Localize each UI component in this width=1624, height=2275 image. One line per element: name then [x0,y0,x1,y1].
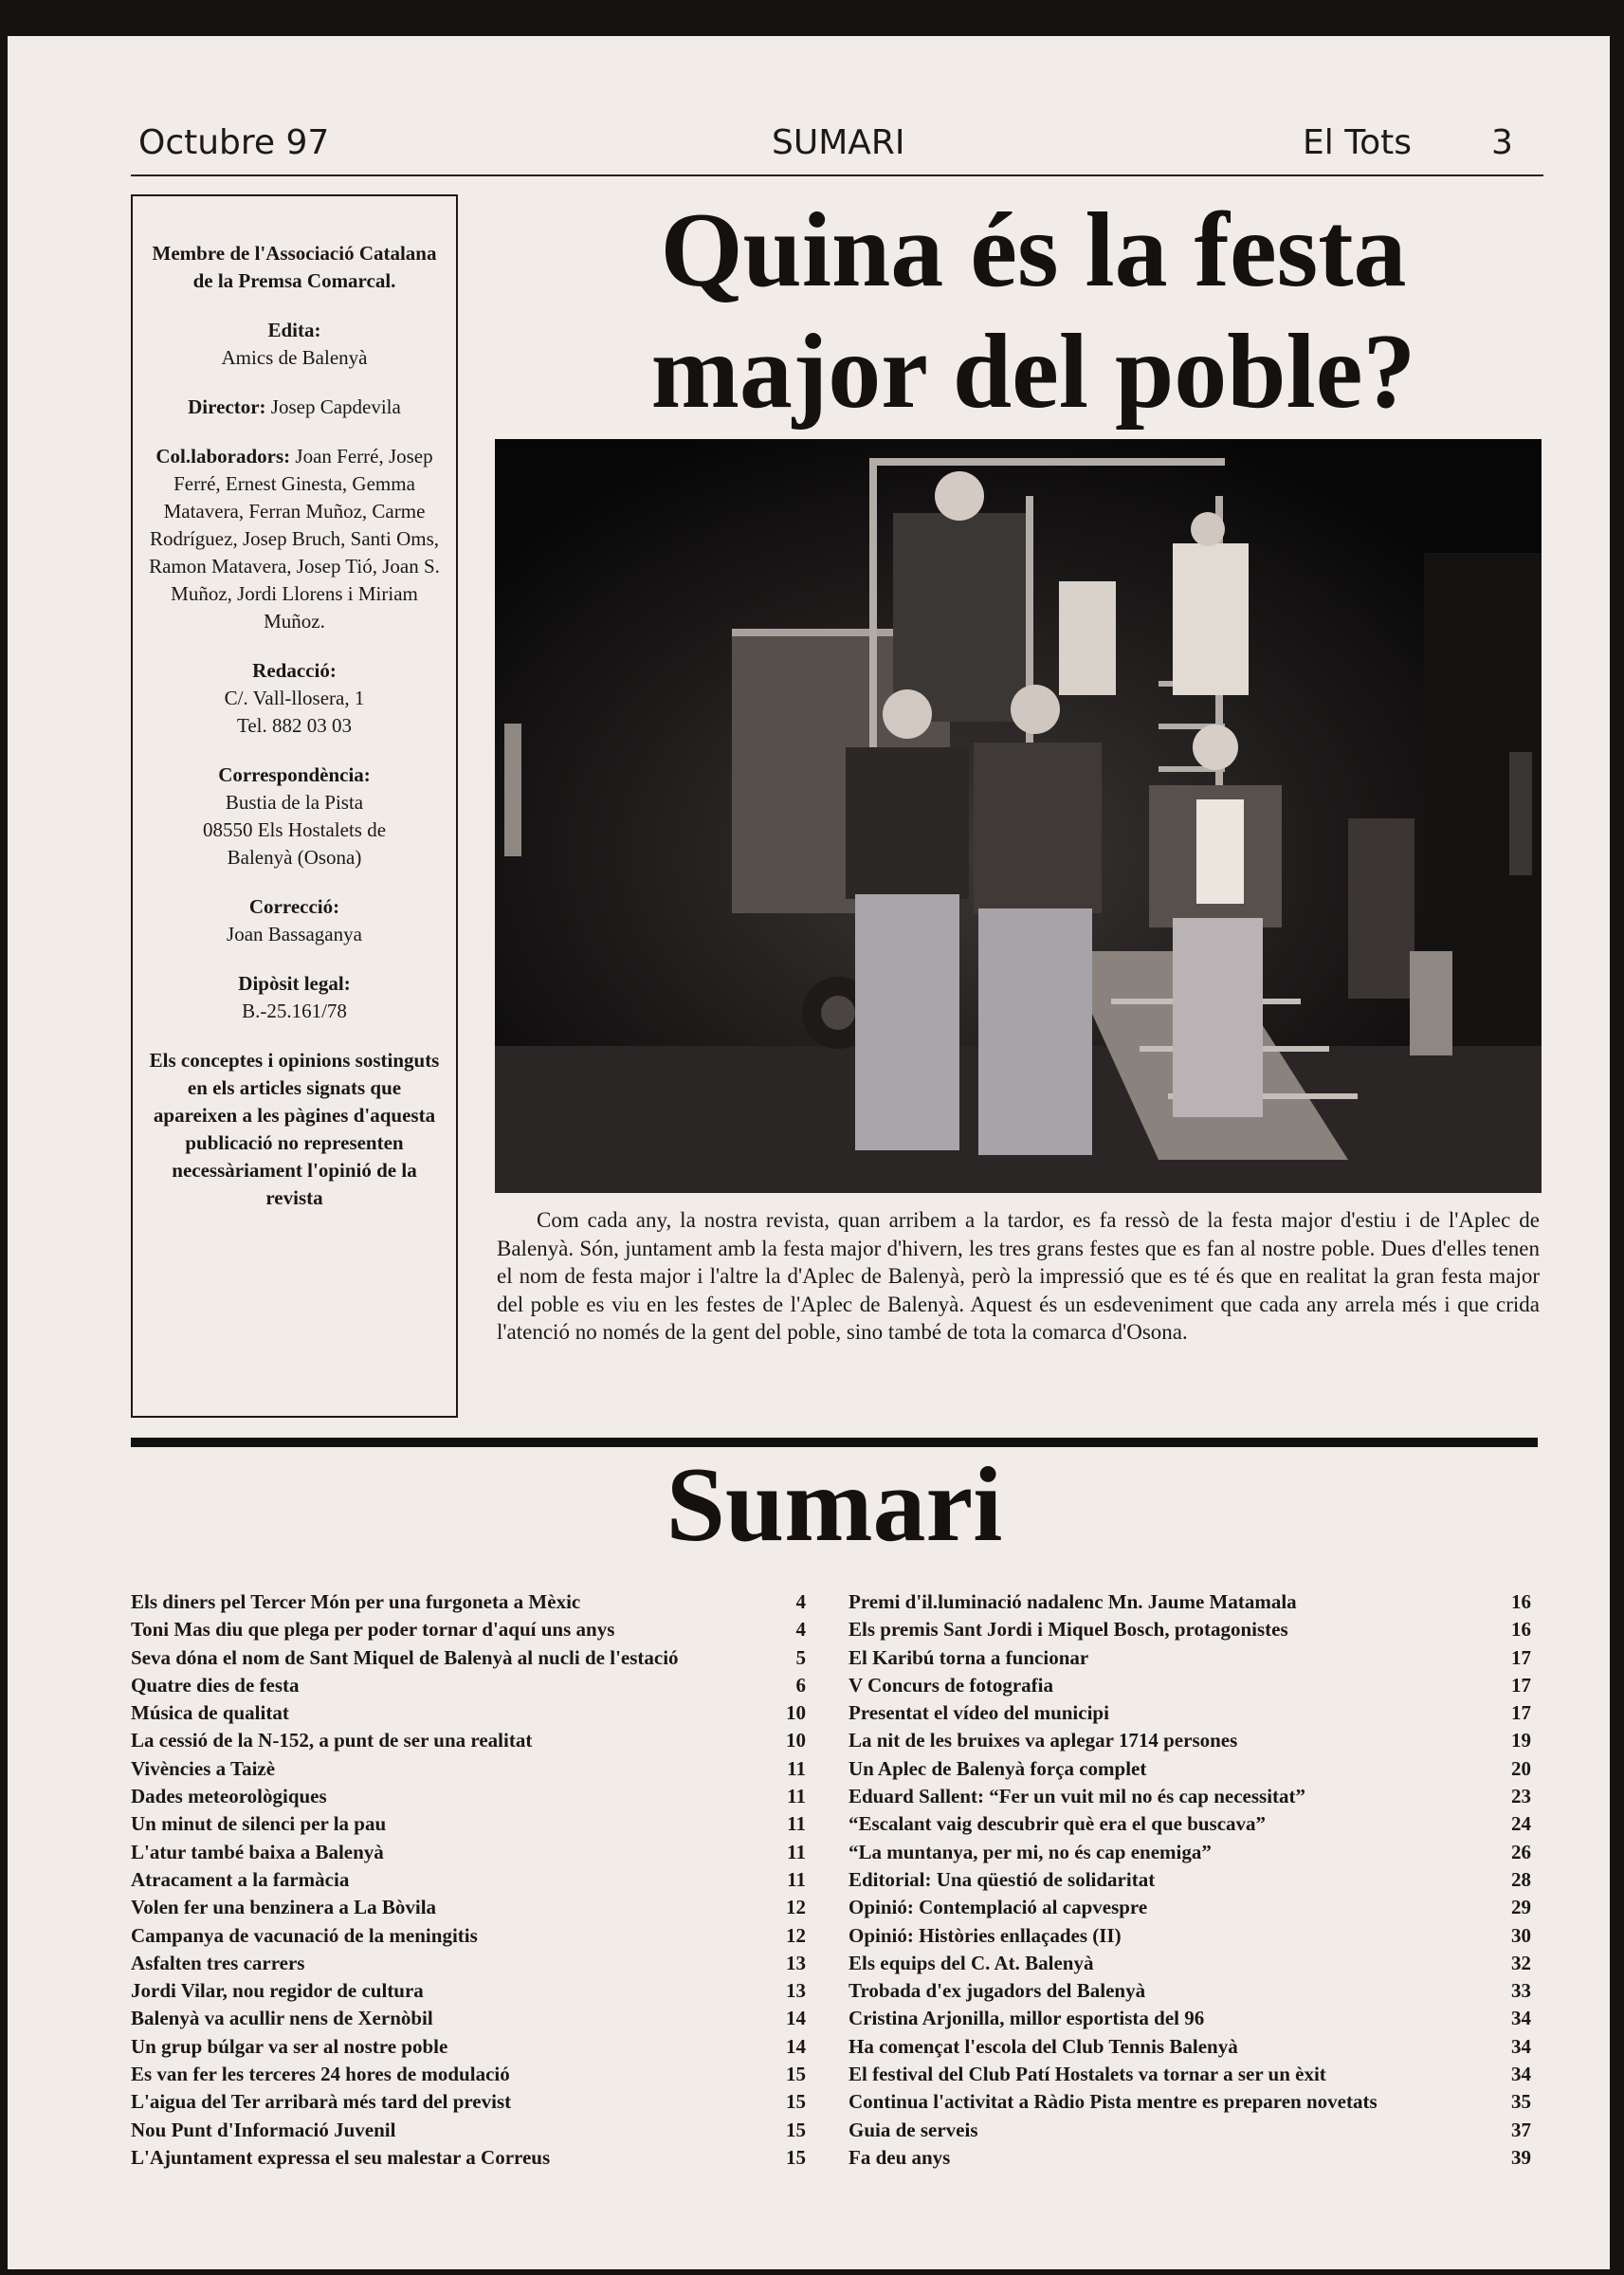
toc-entry-page: 17 [1511,1645,1531,1669]
toc-entry-title: El festival del Club Patí Hostalets va tornar a ser un èxit [848,2063,1326,2086]
toc-entry-title: Volen fer una benzinera a La Bòvila [131,1896,437,1919]
toc-entry-title: Asfalten tres carrers [131,1951,305,1974]
headline-line-2: major del poble? [650,313,1416,431]
redaccio-address: C/. Vall-llosera, 1 [224,687,365,709]
toc-entry-title: L'atur també baixa a Balenyà [131,1840,384,1863]
toc-entry [131,2117,806,2144]
toc-entry-page: 11 [787,1756,806,1780]
toc-entry-page: 13 [786,1951,806,1974]
toc-entry-page: 6 [795,1673,806,1697]
toc-entry [848,1866,1531,1894]
toc-entry-page: 29 [1511,1896,1531,1919]
toc-entry [131,1755,806,1783]
correccio-label: Correcció: [248,895,340,918]
toc-entry-page: 24 [1511,1812,1531,1836]
toc-entry [848,2144,1531,2172]
toc-entry-page: 19 [1511,1729,1531,1752]
article-headline [588,190,1479,432]
redaccio-label: Redacció: [252,659,337,682]
toc-entry [848,1616,1531,1643]
toc-entry-title: Els premis Sant Jordi i Miquel Bosch, protagonistes [848,1618,1288,1642]
toc-entry [131,1644,806,1672]
correspondencia-label: Correspondència: [218,763,371,786]
toc-entry [848,1894,1531,1921]
toc-entry-page: 33 [1511,1979,1531,2003]
toc-entry-page: 14 [786,2034,806,2058]
toc-entry-page: 34 [1511,2034,1531,2058]
correspondencia-line2: 08550 Els Hostalets de [202,818,387,841]
toc-entry-title: Es van fer les terceres 24 hores de modulació [131,2063,510,2086]
toc-entry-title: Toni Mas diu que plega per poder tornar d'aquí uns anys [131,1618,615,1642]
toc-entry-title: Nou Punt d'Informació Juvenil [131,2118,396,2141]
toc-entry [131,2005,806,2032]
disclaimer-text: Els conceptes i opinions sostinguts en els articles signats que apareixen a les pàgines d'aquesta publicació no representen necessàriament l'opinió de la revista [149,1049,440,1209]
toc-entry [131,1672,806,1699]
toc-entry [848,1644,1531,1672]
toc-entry [848,1699,1531,1727]
toc-entry-title: La cessió de la N-152, a punt de ser una realitat [131,1729,533,1752]
toc-entry-title: Un grup búlgar va ser al nostre poble [131,2034,448,2058]
toc-entry-title: Seva dóna el nom de Sant Miquel de Balenyà al nucli de l'estació [131,1645,679,1669]
toc-entry-page: 28 [1511,1867,1531,1891]
toc-entry-page: 4 [795,1590,806,1613]
toc-entry-title: Eduard Sallent: “Fer un vuit mil no és cap necessitat” [848,1785,1306,1808]
festival-truck-photo [495,439,1542,1193]
toc-entry-page: 11 [787,1867,806,1891]
toc-entry [848,2005,1531,2032]
toc-entry-page: 11 [787,1812,806,1836]
toc-entry-title: Fa deu anys [848,2145,951,2169]
toc-entry-title: Cristina Arjonilla, millor esportista del 96 [848,2007,1205,2030]
toc-entry-title: El Karibú torna a funcionar [848,1645,1089,1669]
toc-entry-page: 20 [1511,1756,1531,1780]
toc-entry [131,1588,806,1616]
toc-entry [848,1755,1531,1783]
redaccio-phone: Tel. 882 03 03 [236,714,353,737]
toc-entry [131,2088,806,2116]
toc-entry-page: 10 [786,1729,806,1752]
toc-entry-title: Vivències a Taizè [131,1756,276,1780]
toc-entry-title: Guia de serveis [848,2118,978,2141]
toc-entry [131,1810,806,1838]
toc-entry [848,1783,1531,1810]
toc-entry [131,1839,806,1866]
toc-left-column [131,1588,806,2172]
toc-entry-page: 4 [795,1618,806,1642]
toc-entry [848,1727,1531,1754]
toc-entry-title: Campanya de vacunació de la meningitis [131,1923,478,1947]
toc-entry-title: Opinió: Contemplació al capvespre [848,1896,1148,1919]
toc-entry [848,1588,1531,1616]
toc-entry-page: 12 [786,1896,806,1919]
toc-entry [131,2144,806,2172]
headline-line-1: Quina és la festa [660,192,1407,309]
toc-entry-title: Editorial: Una qüestió de solidaritat [848,1867,1156,1891]
toc-entry [131,1783,806,1810]
toc-entry [131,2061,806,2088]
toc-entry [848,2117,1531,2144]
toc-entry-page: 23 [1511,1785,1531,1808]
toc-entry [131,1922,806,1950]
toc-entry-page: 16 [1511,1590,1531,1613]
toc-entry-page: 26 [1511,1840,1531,1863]
toc-entry [848,1810,1531,1838]
toc-entry [848,2033,1531,2061]
toc-entry-title: La nit de les bruixes va aplegar 1714 persones [848,1729,1238,1752]
header-section: SUMARI [772,123,905,162]
toc-entry-title: Premi d'il.luminació nadalenc Mn. Jaume Matamala [848,1590,1297,1613]
toc-entry-title: Els diners pel Tercer Món per una furgoneta a Mèxic [131,1590,581,1613]
toc-entry [848,2088,1531,2116]
toc-entry-page: 10 [786,1701,806,1725]
toc-entry [131,1894,806,1921]
toc-entry-title: Quatre dies de festa [131,1673,300,1697]
toc-entry-title: Trobada d'ex jugadors del Balenyà [848,1979,1146,2003]
edita-value: Amics de Balenyà [221,346,368,369]
toc-entry-title: Dades meteorològiques [131,1785,327,1808]
toc-entry-title: “La muntanya, per mi, no és cap enemiga” [848,1840,1212,1863]
toc-entry [848,1950,1531,1977]
toc-entry-page: 15 [786,2145,806,2169]
toc-entry-page: 30 [1511,1923,1531,1947]
masthead-box [131,194,458,1418]
correspondencia-line1: Bustia de la Pista [225,791,364,814]
collaborators-label: Col.laboradors: [155,445,291,468]
toc-entry-page: 15 [786,2090,806,2114]
toc-entry [131,1727,806,1754]
toc-entry-page: 17 [1511,1701,1531,1725]
toc-entry [131,1866,806,1894]
toc-entry-page: 39 [1511,2145,1531,2169]
toc-entry-title: “Escalant vaig descubrir què era el que buscava” [848,1812,1267,1836]
article-photo [495,439,1542,1193]
toc-entry-page: 34 [1511,2063,1531,2086]
toc-entry-title: Atracament a la farmàcia [131,1867,350,1891]
toc-entry-page: 37 [1511,2118,1531,2141]
membership-text: Membre de l'Associació Catalana de la Premsa Comarcal. [152,242,437,292]
correccio-value: Joan Bassaganya [227,923,362,945]
toc-entry-title: Continua l'activitat a Ràdio Pista mentre es preparen novetats [848,2090,1378,2114]
header-publication: El Tots [1303,123,1412,162]
toc-entry-page: 15 [786,2118,806,2141]
toc-entry-page: 16 [1511,1618,1531,1642]
correspondencia-line3: Balenyà (Osona) [227,846,362,869]
toc-entry-title: Presentat el vídeo del municipi [848,1701,1109,1725]
header-date: Octubre 97 [138,123,330,162]
toc-entry-page: 14 [786,2007,806,2030]
toc-entry [131,1977,806,2005]
diposit-value: B.-25.161/78 [242,1000,347,1022]
toc-entry-page: 35 [1511,2090,1531,2114]
article-body: Com cada any, la nostra revista, quan arribem a la tardor, es fa ressò de la festa major d'estiu i de l'Aplec de Balenyà. Són, juntament amb la festa major d'hivern, les tres grans festes que es fan al nostre poble. Dues d'elles tenen el nom de festa major i l'altre la d'Aplec de Balenyà, però la impressió que es té és que en realitat la gran festa major del poble es viu en les festes de l'Aplec de Balenyà. Aquest és un esdeveniment que cada any arrela més i que crida l'atenció no només de la gent del poble, sino també de tota la comarca d'Osona. [497,1208,1540,1344]
header-rule [131,174,1543,176]
toc-entry-title: Un minut de silenci per la pau [131,1812,387,1836]
toc-entry [848,1922,1531,1950]
toc-entry-title: Opinió: Històries enllaçades (II) [848,1923,1122,1947]
toc-entry [848,1839,1531,1866]
toc-entry [131,1616,806,1643]
toc-entry-page: 12 [786,1923,806,1947]
diposit-label: Dipòsit legal: [238,972,351,995]
toc-entry-title: L'Ajuntament expressa el seu malestar a Correus [131,2145,551,2169]
toc-entry-page: 17 [1511,1673,1531,1697]
toc-entry-title: Música de qualitat [131,1701,289,1725]
toc-entry [848,1977,1531,2005]
toc-entry-title: V Concurs de fotografia [848,1673,1054,1697]
toc-entry-page: 15 [786,2063,806,2086]
page-header [131,123,1543,169]
toc-entry-page: 11 [787,1785,806,1808]
sumari-title: Sumari [666,1446,1003,1564]
toc-entry-page: 5 [795,1645,806,1669]
toc-right-column [848,1588,1531,2172]
toc-entry-title: L'aigua del Ter arribarà més tard del previst [131,2090,512,2114]
toc-entry-page: 32 [1511,1951,1531,1974]
toc-entry-title: Els equips del C. At. Balenyà [848,1951,1094,1974]
toc-entry [848,2061,1531,2088]
toc-entry [131,1699,806,1727]
toc-entry-title: Balenyà va acullir nens de Xernòbil [131,2007,433,2030]
edita-label: Edita: [267,319,321,341]
toc-entry-title: Jordi Vilar, nou regidor de cultura [131,1979,424,2003]
toc-entry-page: 13 [786,1979,806,2003]
collaborators-value: Joan Ferré, Josep Ferré, Ernest Ginesta, Gemma Matavera, Ferran Muñoz, Carme Rodríguez, Josep Bruch, Santi Oms, Ramon Matavera, Josep Tió, Joan S. Muñoz, Jordi Llorens i Miriam Muñoz. [149,445,440,633]
toc-entry [131,1950,806,1977]
toc-entry [131,2033,806,2061]
director-value: Josep Capdevila [270,395,401,418]
header-page-number: 3 [1491,123,1513,162]
toc-entry [848,1672,1531,1699]
toc-entry-page: 34 [1511,2007,1531,2030]
director-label: Director: [188,395,266,418]
toc-entry-title: Un Aplec de Balenyà força complet [848,1756,1147,1780]
toc-entry-page: 11 [787,1840,806,1863]
toc-entry-title: Ha començat l'escola del Club Tennis Balenyà [848,2034,1238,2058]
